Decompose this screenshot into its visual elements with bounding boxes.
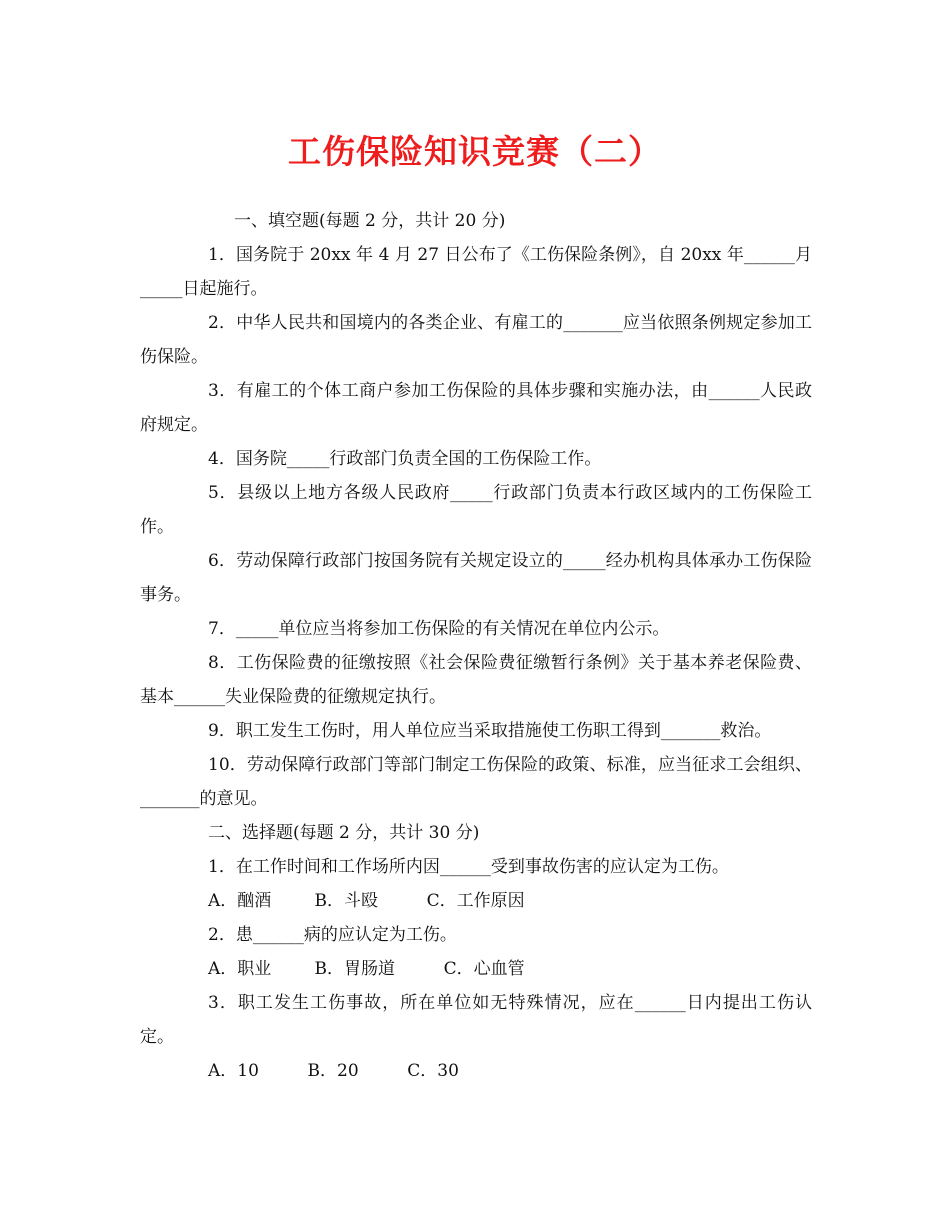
question-paragraph: 6．劳动保障行政部门按国务院有关规定设立的_____经办机构具体承办工伤保险事务。	[140, 551, 812, 605]
question-paragraph: 4．国务院_____行政部门负责全国的工伤保险工作。	[208, 449, 602, 469]
choice-question-stem: 3．职工发生工伤事故，所在单位如无特殊情况，应在______日内提出工伤认定。	[140, 993, 812, 1047]
choice-question-options: A．酗酒 B．斗殴 C．工作原因	[208, 891, 525, 911]
question-paragraph: 2．中华人民共和国境内的各类企业、有雇工的_______应当依照条例规定参加工伤保险。	[140, 313, 812, 367]
choice-question-stem: 2．患______病的应认定为工伤。	[208, 925, 457, 945]
question-paragraph: 1．国务院于 20xx 年 4 月 27 日公布了《工伤保险条例》，自 20xx 年______月_____日起施行。	[140, 245, 812, 299]
question-paragraph: 10．劳动保障行政部门等部门制定工伤保险的政策、标准，应当征求工会组织、_______的意见。	[140, 755, 812, 809]
question-paragraph: 8．工伤保险费的征缴按照《社会保险费征缴暂行条例》关于基本养老保险费、基本______失业保险费的征缴规定执行。	[140, 653, 812, 707]
choice-question-options: A．10 B．20 C．30	[208, 1061, 459, 1081]
question-paragraph: 5．县级以上地方各级人民政府_____行政部门负责本行政区域内的工伤保险工作。	[140, 483, 812, 537]
document-body	[140, 204, 812, 1088]
section-heading-multiple-choice: 二、选择题(每题 2 分，共计 30 分)	[208, 823, 480, 843]
question-paragraph: 7．_____单位应当将参加工伤保险的有关情况在单位内公示。	[208, 619, 670, 639]
choice-question-stem: 1．在工作时间和工作场所内因______受到事故伤害的应认定为工伤。	[208, 857, 729, 877]
section-heading-fill-in: 一、填空题(每题 2 分，共计 20 分)	[234, 211, 506, 231]
document-title: 工伤保险知识竞赛（二）	[288, 132, 662, 171]
question-paragraph: 3．有雇工的个体工商户参加工伤保险的具体步骤和实施办法，由______人民政府规定。	[140, 381, 812, 435]
choice-question-options: A．职业 B．胃肠道 C．心血管	[208, 959, 525, 979]
question-paragraph: 9．职工发生工伤时，用人单位应当采取措施使工伤职工得到_______救治。	[208, 721, 772, 741]
